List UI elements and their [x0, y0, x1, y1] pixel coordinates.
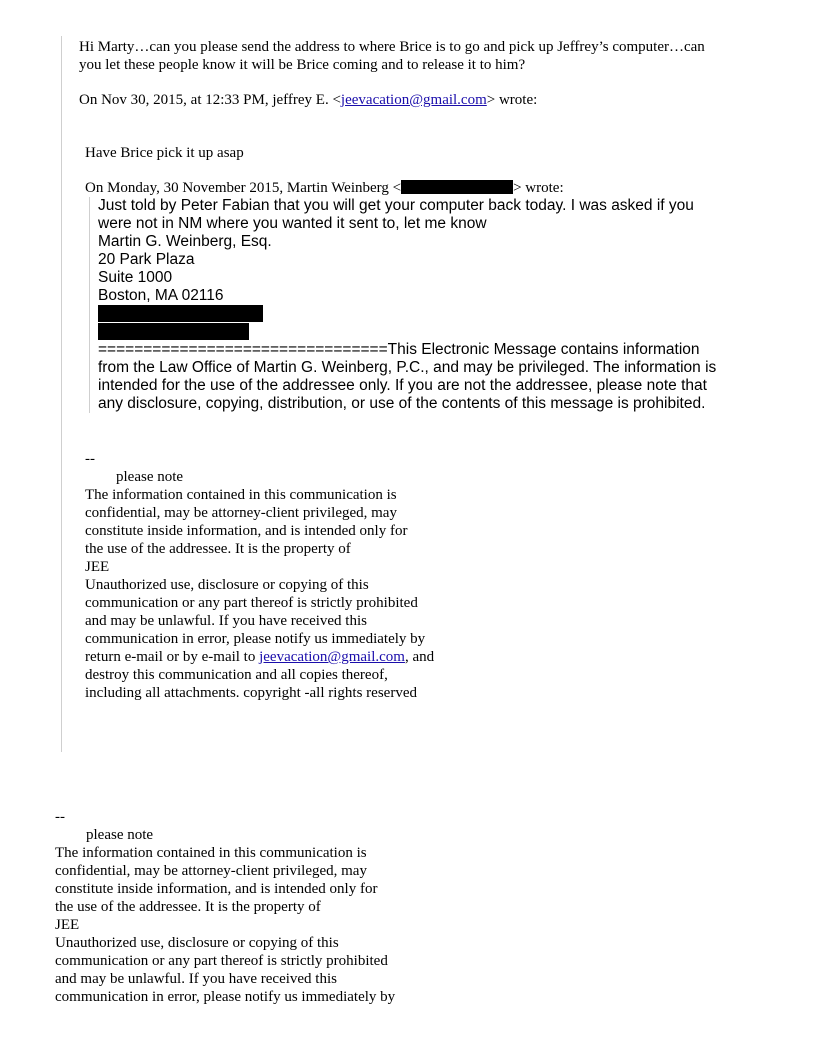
signature-line-email	[85, 648, 434, 666]
address-line: 20 Park Plaza	[98, 251, 195, 268]
signature-line: the use of the addressee. It is the property of	[85, 541, 351, 557]
quote-header-prefix: On Nov 30, 2015, at 12:33 PM, jeffrey E. <	[79, 92, 341, 108]
signature-text: return e-mail or by e-mail to	[85, 649, 260, 665]
signature-text: , and	[404, 649, 435, 665]
disclaimer-line: ================================This Electronic Message contains information	[98, 341, 700, 358]
signature-line: JEE	[85, 559, 110, 575]
signature-line: communication in error, please notify us immediately by	[85, 631, 426, 647]
quote-header-prefix: On Monday, 30 November 2015, Martin Weinberg <	[85, 180, 402, 196]
signature-separator: --	[55, 809, 65, 825]
signature-line: constitute inside information, and is intended only for	[85, 523, 408, 539]
signature-separator: --	[85, 451, 95, 467]
jeffrey-reply: Have Brice pick it up asap	[85, 145, 244, 161]
quote-header-suffix: > wrote:	[486, 92, 538, 108]
signature-line: confidential, may be attorney-client privileged, may	[85, 505, 397, 521]
signature-line: JEE	[55, 917, 80, 933]
disclaimer-line: intended for the use of the addressee only. If you are not the addressee, please note that	[98, 377, 707, 394]
email-link[interactable]: jeevacation@gmail.com	[259, 649, 405, 665]
address-line: Suite 1000	[98, 269, 173, 286]
top-message-line: you let these people know it will be Brice coming and to release it to him?	[79, 57, 526, 73]
inner-quote-bar	[89, 197, 90, 413]
signature-outer	[55, 808, 395, 1006]
address-line: Martin G. Weinberg, Esq.	[98, 233, 272, 250]
signature-line: The information contained in this communication is	[85, 487, 397, 503]
outer-quote-bar	[61, 36, 62, 752]
signature-line: Unauthorized use, disclosure or copying of this	[55, 935, 339, 951]
disclaimer-line: any disclosure, copying, distribution, or use of the contents of this message is prohibited.	[98, 395, 706, 412]
top-message-line: Hi Marty…can you please send the address to where Brice is to go and pick up Jeffrey’s computer…can	[79, 39, 705, 55]
signature-line: including all attachments. copyright -all rights reserved	[85, 685, 417, 701]
message-body-line: Just told by Peter Fabian that you will get your computer back today. I was asked if you	[98, 197, 694, 214]
signature-inner	[85, 450, 434, 702]
quote-header-jeffrey	[79, 91, 537, 109]
signature-line: communication or any part thereof is strictly prohibited	[85, 595, 418, 611]
quote-header-suffix: > wrote:	[513, 180, 564, 196]
signature-line: constitute inside information, and is intended only for	[55, 881, 378, 897]
signature-note: please note	[116, 469, 184, 485]
signature-line: the use of the addressee. It is the property of	[55, 899, 321, 915]
signature-line: communication in error, please notify us immediately by	[55, 989, 396, 1005]
signature-line: confidential, may be attorney-client privileged, may	[55, 863, 367, 879]
signature-line: Unauthorized use, disclosure or copying of this	[85, 577, 369, 593]
signature-line: The information contained in this communication is	[55, 845, 367, 861]
redacted-phone-block	[98, 305, 263, 322]
address-line: Boston, MA 02116	[98, 287, 224, 304]
email-link[interactable]: jeevacation@gmail.com	[340, 92, 487, 108]
signature-line: and may be unlawful. If you have received this	[85, 613, 367, 629]
signature-line: destroy this communication and all copies thereof,	[85, 667, 388, 683]
signature-line: communication or any part thereof is strictly prohibited	[55, 953, 388, 969]
message-body-line: were not in NM where you wanted it sent to, let me know	[98, 215, 487, 232]
redacted-fax-block	[98, 323, 249, 340]
disclaimer-line: from the Law Office of Martin G. Weinberg, P.C., and may be privileged. The information is	[98, 359, 717, 376]
redacted-email-block	[401, 180, 513, 194]
quote-header-weinberg	[85, 179, 564, 197]
top-message	[79, 38, 705, 74]
signature-note: please note	[86, 827, 154, 843]
signature-line: and may be unlawful. If you have received this	[55, 971, 337, 987]
